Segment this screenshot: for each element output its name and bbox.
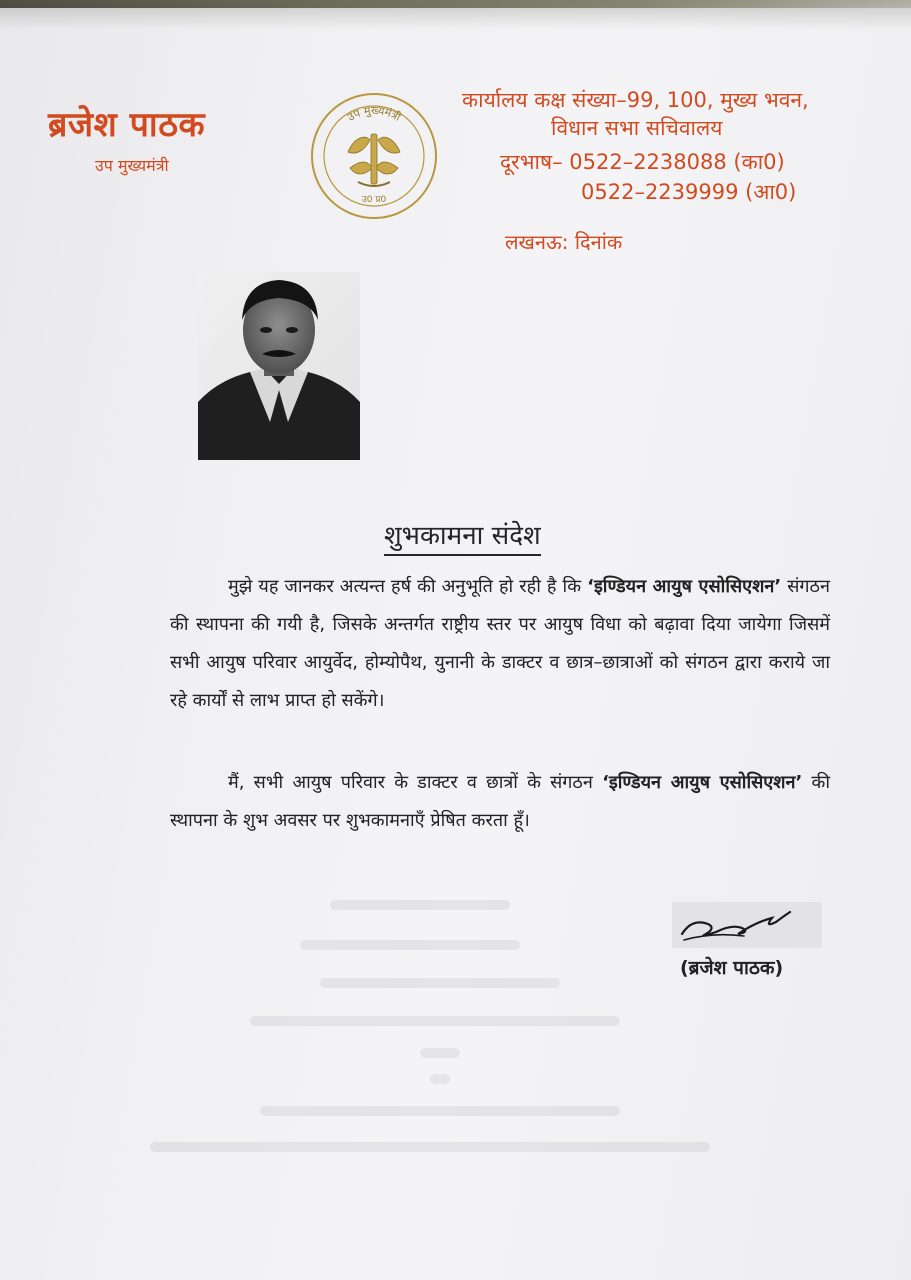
letterhead-designation: उप मुख्यमंत्री: [95, 156, 169, 175]
paragraph-1-body: संगठन की स्थापना की गयी है, जिसके अन्तर्गत राष्ट्रीय स्तर पर आयुष विधा को बढ़ावा दिया जायेगा जिसमें सभी आयुष परिवार आयुर्वेद, होम्योपैथ, युनानी के डाक्टर व छात्र–छात्राओं को संगठन द्वारा कराये जा रहे कार्यों से लाभ प्राप्त हो सकेंगे।: [170, 576, 830, 711]
phone-office: दूरभाष– 0522–2238088 (का0): [500, 150, 785, 174]
org-name: ‘इण्डियन आयुष एसोसिएशन’: [587, 576, 782, 597]
emblem-seal-icon: [308, 90, 440, 222]
paragraph-2-body: की स्थापना के शुभ अवसर पर शुभकामनाऍं प्रेषित करता हूँ।: [170, 772, 830, 831]
address-line-2: विधान सभा सचिवालय: [551, 116, 723, 140]
signer-name: (ब्रजेश पाठक): [680, 957, 784, 979]
signature-image: [672, 898, 822, 953]
letter-title: शुभकामना संदेश: [384, 516, 541, 556]
paragraph-2-intro: मैं, सभी आयुष परिवार के डाक्टर व छात्रों के संगठन: [228, 772, 603, 793]
top-shadow: [0, 0, 911, 30]
svg-text:उप मुख्यमंत्री: [345, 104, 403, 124]
paragraph-1-intro: मुझे यह जानकर अत्यन्त हर्ष की अनुभूति हो रही है कि: [228, 576, 588, 597]
letterhead-name: ब्रजेश पाठक: [48, 105, 206, 145]
phone-residence: 0522–2239999 (आ0): [581, 180, 797, 204]
paragraph-2: [170, 764, 830, 840]
place-date: लखनऊ: दिनांक: [505, 230, 623, 254]
address-line-1: कार्यालय कक्ष संख्या–99, 100, मुख्य भवन,: [462, 88, 809, 112]
emblem-top-text: उप मुख्यमंत्री: [345, 103, 403, 124]
org-name-2: ‘इण्डियन आयुष एसोसिएशन’: [602, 772, 803, 793]
portrait-photo: [198, 272, 360, 460]
emblem-bottom-text: उ0 प्र0: [361, 195, 387, 205]
paragraph-1: [170, 568, 830, 720]
